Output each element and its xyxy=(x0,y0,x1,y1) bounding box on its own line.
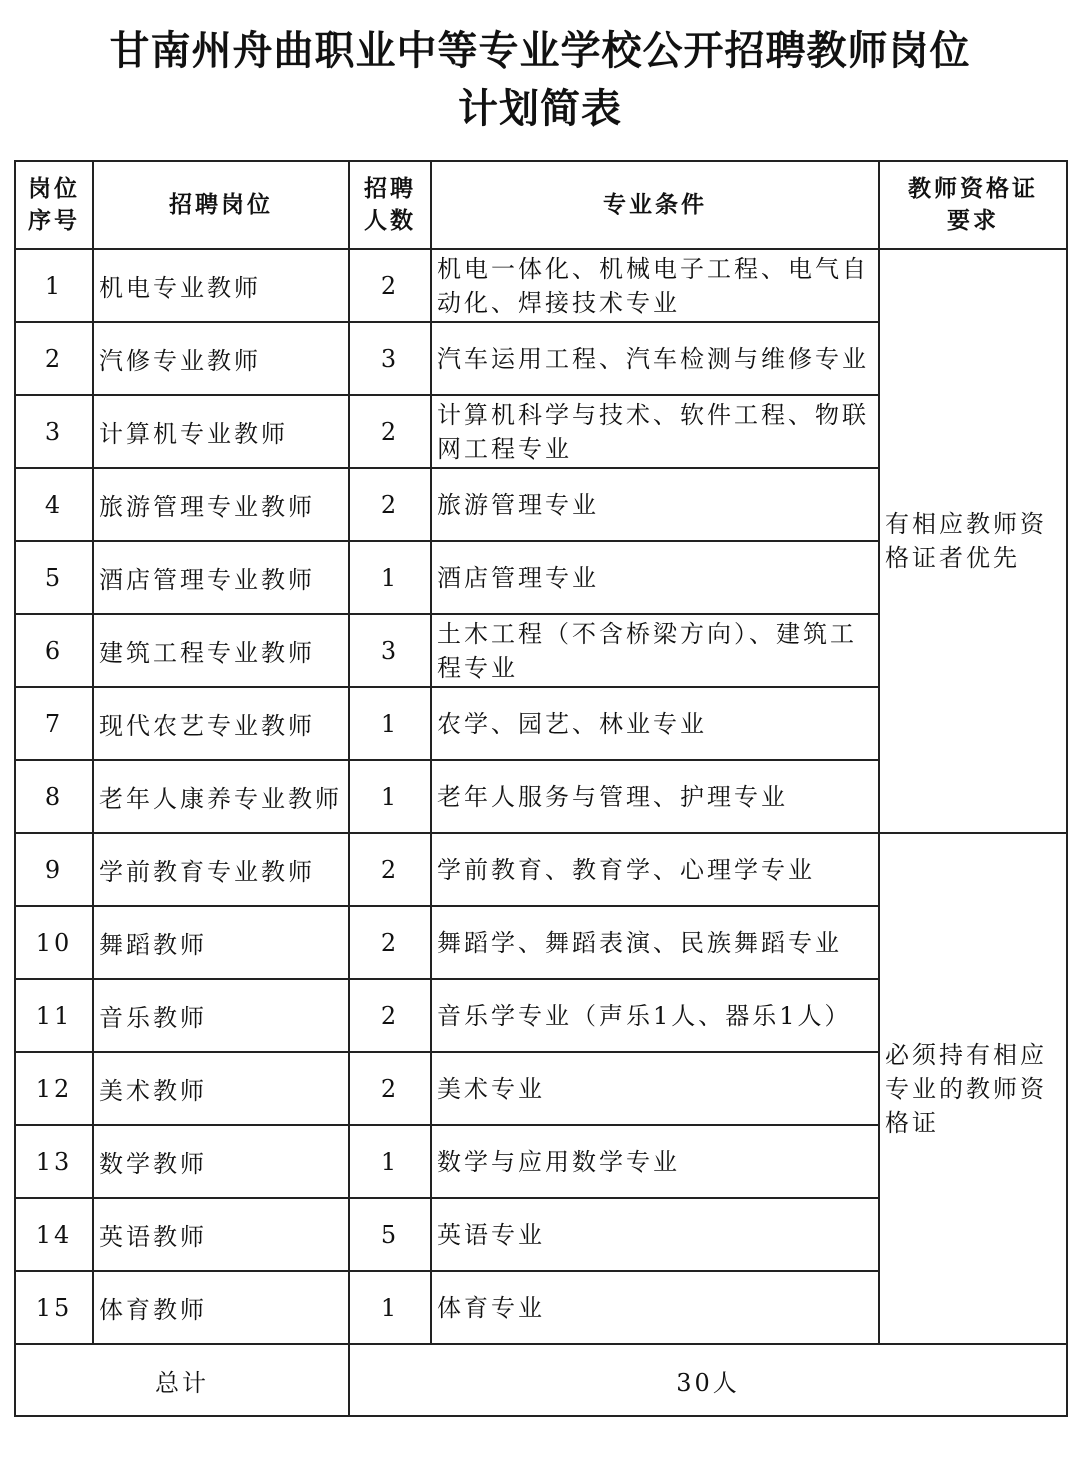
row-post: 老年人康养专业教师 xyxy=(93,760,349,833)
header-major: 专业条件 xyxy=(431,161,879,249)
row-post: 数学教师 xyxy=(93,1125,349,1198)
row-major: 数学与应用数学专业 xyxy=(431,1125,879,1198)
cert-requirement-preferred: 有相应教师资格证者优先 xyxy=(879,249,1067,833)
table-header-row xyxy=(15,161,1067,249)
row-count: 2 xyxy=(349,833,431,906)
header-count xyxy=(349,161,431,249)
row-major: 酒店管理专业 xyxy=(431,541,879,614)
row-no: 4 xyxy=(15,468,93,541)
row-count: 2 xyxy=(349,1052,431,1125)
row-post: 汽修专业教师 xyxy=(93,322,349,395)
total-label: 总计 xyxy=(15,1344,349,1416)
row-post: 酒店管理专业教师 xyxy=(93,541,349,614)
row-no: 12 xyxy=(15,1052,93,1125)
row-no: 9 xyxy=(15,833,93,906)
row-major: 英语专业 xyxy=(431,1198,879,1271)
row-major: 老年人服务与管理、护理专业 xyxy=(431,760,879,833)
total-row xyxy=(15,1344,1067,1416)
row-count: 2 xyxy=(349,906,431,979)
title-line-2: 计划简表 xyxy=(458,86,622,132)
row-count: 1 xyxy=(349,687,431,760)
row-count: 1 xyxy=(349,1271,431,1344)
row-major: 计算机科学与技术、软件工程、物联网工程专业 xyxy=(431,395,879,468)
row-post: 舞蹈教师 xyxy=(93,906,349,979)
row-count: 2 xyxy=(349,979,431,1052)
row-post: 音乐教师 xyxy=(93,979,349,1052)
row-major: 舞蹈学、舞蹈表演、民族舞蹈专业 xyxy=(431,906,879,979)
row-no: 8 xyxy=(15,760,93,833)
row-no: 5 xyxy=(15,541,93,614)
row-count: 5 xyxy=(349,1198,431,1271)
header-count-line-2: 人数 xyxy=(364,208,416,234)
row-major: 音乐学专业（声乐1人、器乐1人） xyxy=(431,979,879,1052)
header-count-line-1: 招聘 xyxy=(364,176,416,202)
row-post: 建筑工程专业教师 xyxy=(93,614,349,687)
row-count: 2 xyxy=(349,249,431,322)
row-no: 3 xyxy=(15,395,93,468)
title-line-1: 甘南州舟曲职业中等专业学校公开招聘教师岗位 xyxy=(109,28,971,74)
row-no: 7 xyxy=(15,687,93,760)
header-cert xyxy=(879,161,1067,249)
row-count: 1 xyxy=(349,760,431,833)
row-major: 农学、园艺、林业专业 xyxy=(431,687,879,760)
row-major: 学前教育、教育学、心理学专业 xyxy=(431,833,879,906)
row-post: 美术教师 xyxy=(93,1052,349,1125)
header-cert-line-1: 教师资格证 xyxy=(908,176,1038,202)
header-seq-line-2: 序号 xyxy=(28,208,80,234)
header-post: 招聘岗位 xyxy=(93,161,349,249)
row-no: 10 xyxy=(15,906,93,979)
row-no: 13 xyxy=(15,1125,93,1198)
header-seq-line-1: 岗位 xyxy=(28,176,80,202)
row-major: 美术专业 xyxy=(431,1052,879,1125)
header-seq xyxy=(15,161,93,249)
row-post: 机电专业教师 xyxy=(93,249,349,322)
total-value: 30人 xyxy=(349,1344,1067,1416)
recruitment-plan-table xyxy=(14,160,1068,1417)
row-no: 15 xyxy=(15,1271,93,1344)
row-count: 1 xyxy=(349,1125,431,1198)
row-no: 14 xyxy=(15,1198,93,1271)
row-count: 2 xyxy=(349,395,431,468)
row-count: 2 xyxy=(349,468,431,541)
row-no: 11 xyxy=(15,979,93,1052)
row-post: 计算机专业教师 xyxy=(93,395,349,468)
row-major: 土木工程（不含桥梁方向）、建筑工程专业 xyxy=(431,614,879,687)
row-no: 2 xyxy=(15,322,93,395)
cert-requirement-mandatory: 必须持有相应专业的教师资格证 xyxy=(879,833,1067,1344)
row-major: 旅游管理专业 xyxy=(431,468,879,541)
row-post: 英语教师 xyxy=(93,1198,349,1271)
row-post: 体育教师 xyxy=(93,1271,349,1344)
row-count: 3 xyxy=(349,322,431,395)
row-count: 1 xyxy=(349,541,431,614)
row-no: 6 xyxy=(15,614,93,687)
table-row xyxy=(15,249,1067,322)
row-major: 体育专业 xyxy=(431,1271,879,1344)
row-post: 现代农艺专业教师 xyxy=(93,687,349,760)
row-major: 机电一体化、机械电子工程、电气自动化、焊接技术专业 xyxy=(431,249,879,322)
table-row xyxy=(15,833,1067,906)
row-count: 3 xyxy=(349,614,431,687)
row-major: 汽车运用工程、汽车检测与维修专业 xyxy=(431,322,879,395)
header-cert-line-2: 要求 xyxy=(947,208,999,234)
page-title xyxy=(0,22,1080,138)
row-no: 1 xyxy=(15,249,93,322)
row-post: 旅游管理专业教师 xyxy=(93,468,349,541)
row-post: 学前教育专业教师 xyxy=(93,833,349,906)
